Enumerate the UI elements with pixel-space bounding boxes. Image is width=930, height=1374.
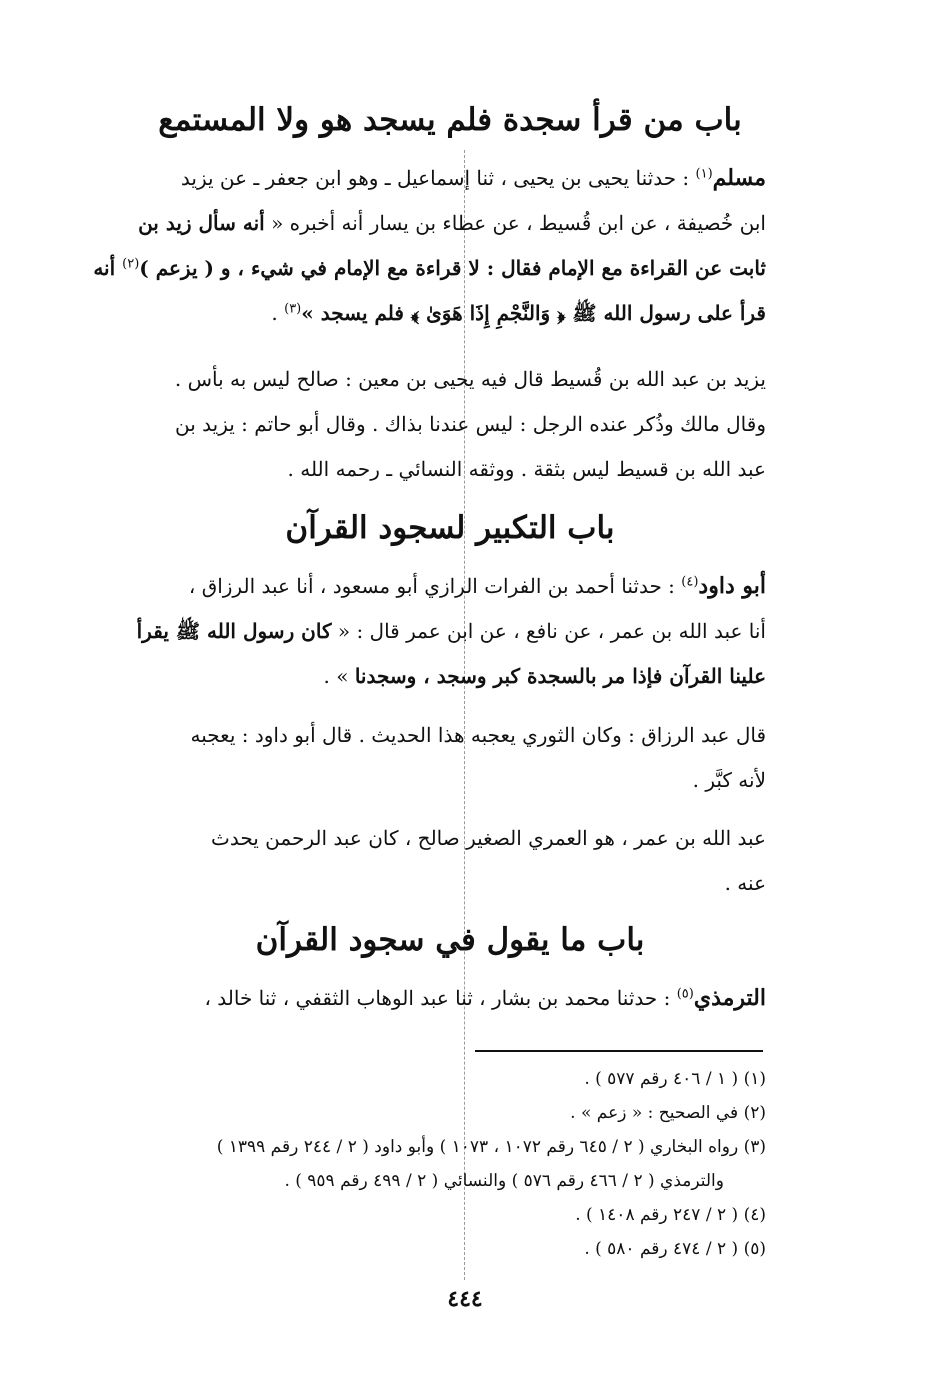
footnote-ref: (١): [695, 166, 713, 182]
narrator-commentary-3: [34, 816, 766, 906]
line-text: ابن خُصيفة ، عن ابن قُسيط ، عن عطاء بن يسار أنه أخبره «: [264, 211, 766, 235]
line-text: : حدثنا أحمد بن الفرات الرازي أبو مسعود ، أنا عبد الرزاق ،: [188, 574, 682, 598]
footnote-ref: (٣): [284, 301, 302, 317]
source-name: مسلم: [712, 165, 766, 191]
footnote-ref: (٢): [122, 256, 140, 272]
text-line: [34, 564, 766, 609]
narrator-commentary-1: [34, 357, 766, 492]
line-text: » .: [323, 664, 355, 688]
chapter-heading-1: باب من قرأ سجدة فلم يسجد هو ولا المستمع: [158, 102, 742, 138]
chapter-heading-3: باب ما يقول في سجود القرآن: [255, 922, 645, 958]
hadith-muslim: [34, 156, 766, 336]
footnote-5: (٥) ( ٢ / ٤٧٤ رقم ٥٨٠ ) .: [584, 1239, 766, 1259]
footnote-1: (١) ( ١ / ٤٠٦ رقم ٥٧٧ ) .: [584, 1069, 766, 1089]
line-text: : حدثنا محمد بن بشار ، ثنا عبد الوهاب الثقفي ، ثنا خالد ،: [204, 986, 677, 1010]
page-number: ٤٤٤: [447, 1286, 483, 1312]
text-line: لأنه كبَّر .: [692, 768, 766, 792]
footnote-ref: (٥): [676, 986, 694, 1002]
hadith-text: أنه سأل زيد بن: [138, 211, 265, 235]
footnote-ref: (٤): [681, 574, 699, 590]
source-name: الترمذي: [693, 985, 766, 1011]
text-line: قال عبد الرزاق : وكان الثوري يعجبه هذا الحديث . قال أبو داود : يعجبه: [190, 723, 766, 747]
text-line: [34, 201, 766, 246]
hadith-text: أنه: [93, 256, 123, 280]
hadith-tirmidhi: [34, 976, 766, 1021]
text-line: [34, 246, 766, 291]
footnote-3-continued: والترمذي ( ٢ / ٤٦٦ رقم ٥٧٦ ) والنسائي ( ٢ / ٤٩٩ رقم ٩٥٩ ) .: [284, 1171, 724, 1191]
hadith-text: قرأ على رسول الله ﷺ ﴿ وَالنَّجْمِ إِذَا هَوَىٰ ﴾ فلم يسجد »: [301, 301, 766, 325]
hadith-abu-dawud: [34, 564, 766, 699]
text-line: عبد الله بن عمر ، هو العمري الصغير صالح ، كان عبد الرحمن يحدث: [211, 826, 766, 850]
footnote-2: (٢) في الصحيح : « زعم » .: [570, 1103, 766, 1123]
text-line: [34, 609, 766, 654]
text-line: يزيد بن عبد الله بن قُسيط قال فيه يحيى بن معين : صالح ليس به بأس .: [174, 367, 766, 391]
text-line: [34, 976, 766, 1021]
line-text: : حدثنا يحيى بن يحيى ، ثنا إسماعيل ـ وهو ابن جعفر ـ عن يزيد: [180, 166, 696, 190]
source-name: أبو داود: [698, 573, 766, 599]
line-text: أنا عبد الله بن عمر ، عن نافع ، عن ابن عمر قال : «: [331, 619, 766, 643]
footnote-4: (٤) ( ٢ / ٢٤٧ رقم ١٤٠٨ ) .: [575, 1205, 766, 1225]
text-line: عنه .: [724, 871, 766, 895]
text-line: وقال مالك وذُكر عنده الرجل : ليس عندنا بذاك . وقال أبو حاتم : يزيد بن: [174, 412, 766, 436]
text-line: [34, 291, 766, 336]
hadith-text: ثابت عن القراءة مع الإمام فقال : لا قراءة مع الإمام في شيء ، و ( يزعم ): [139, 256, 766, 280]
footnote-3: (٣) رواه البخاري ( ٢ / ٦٤٥ رقم ١٠٧٢ ، ١٠٧٣ ) وأبو داود ( ٢ / ٢٤٤ رقم ١٣٩٩ ): [216, 1137, 766, 1157]
chapter-heading-2: باب التكبير لسجود القرآن: [285, 510, 615, 546]
hadith-text: علينا القرآن فإذا مر بالسجدة كبر وسجد ، وسجدنا: [354, 664, 766, 688]
hadith-text: كان رسول الله ﷺ يقرأ: [136, 619, 332, 643]
narrator-commentary-2: [34, 713, 766, 803]
text-line: عبد الله بن قسيط ليس بثقة . ووثقه النسائي ـ رحمه الله .: [287, 457, 766, 481]
text-line: [34, 654, 766, 699]
footnotes: [34, 1062, 766, 1266]
footnote-separator: [475, 1050, 763, 1052]
text-line: [34, 156, 766, 201]
line-text: .: [271, 301, 285, 325]
